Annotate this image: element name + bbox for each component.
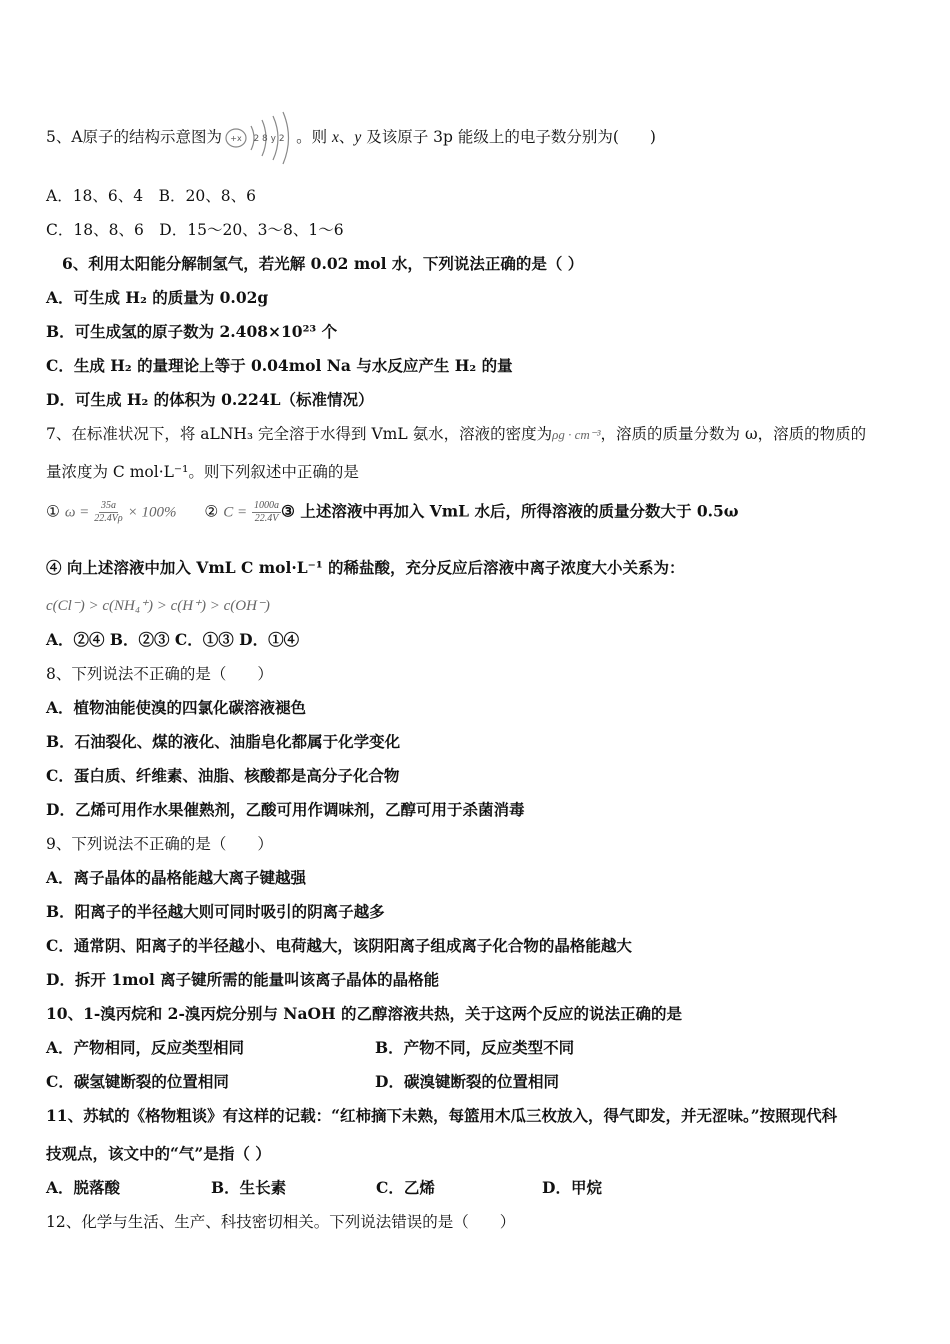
q5-prefix: 5、A原子的结构示意图为 [46,128,223,146]
q10-option-c: C．碳氢键断裂的位置相同 [46,1072,229,1091]
q8-stem: 8、下列说法不正确的是（ ） [46,665,273,683]
q8-option-a: A．植物油能使溴的四氯化碳溶液褪色 [46,698,307,717]
q11-stem-line1: 11、苏轼的《格物粗谈》有这样的记载：“红柿摘下未熟，每篮用木瓜三枚放入，得气即发，并无涩味。”按照现代科 [46,1106,838,1125]
q6-option-c: C．生成 H₂ 的量理论上等于 0.04mol Na 与水反应产生 H₂ 的量 [46,356,513,375]
q12-stem: 12、化学与生活、生产、科技密切相关。下列说法错误的是（ ） [46,1213,516,1231]
q10-option-d: D．碳溴键断裂的位置相同 [375,1072,559,1091]
q6-stem: 6、利用太阳能分解制氢气，若光解 0.02 mol 水，下列说法正确的是（ ） [62,254,584,273]
q10-option-b: B．产物不同，反应类型不同 [375,1038,575,1057]
q5-options-1: A．18、6、4 B．20、8、6 [46,187,256,205]
q5-suffix-b: 及该原子 3p 能级上的电子数分别为( ) [361,128,656,146]
q7-s1-fraction [94,500,122,525]
q11-option-d: D．甲烷 [542,1178,602,1197]
q7-s1-num: 35a [100,500,116,511]
q5-suffix-a: 。则 [296,128,332,146]
q7-s2-label: ② [204,502,219,521]
q9-stem: 9、下列说法不正确的是（ ） [46,835,273,853]
q7-relation: c(Cl⁻) > c(NH₄⁺) > c(H⁺) > c(OH⁻) [46,598,270,614]
q10-option-a: A．产物相同，反应类型相同 [46,1038,245,1057]
q9-option-d: D．拆开 1mol 离子键所需的能量叫该离子晶体的晶格能 [46,970,440,989]
atom-structure-diagram [224,110,294,166]
q10-options-row1 [46,1038,906,1058]
atom-shell-numbers: 2 8 y 2 [253,134,285,144]
q7-s1-label: ① [46,502,60,521]
q5-options-2: C．18、8、6 D．15～20、3～8、1～6 [46,221,344,239]
q9-option-c: C．通常阴、阳离子的半径越小、电荷越大，该阴阳离子组成离子化合物的晶格能越大 [46,936,632,955]
q7-s4: ④ 向上述溶液中加入 VmL C mol·L⁻¹ 的稀盐酸，充分反应后溶液中离子浓度大小关系为： [46,558,685,577]
q7-stem [46,424,866,445]
q5-sep: 、 [338,128,355,146]
q6-option-a: A．可生成 H₂ 的质量为 0.02g [46,288,269,307]
q7-s3: ③ 上述溶液中再加入 VmL 水后，所得溶液的质量分数大于 0.5ω [281,501,739,521]
q7-density: ρg · cm⁻³ [552,427,601,442]
q5-var-x: x [332,129,339,146]
q5-var-y: y [354,129,362,146]
q8-option-b: B．石油裂化、煤的液化、油脂皂化都属于化学变化 [46,732,401,751]
q7-stem-a: 7、在标准状况下，将 aLNH₃ 完全溶于水得到 VmL 氨水，溶液的密度为 [46,425,553,443]
q10-stem: 10、1-溴丙烷和 2-溴丙烷分别与 NaOH 的乙醇溶液共热，关于这两个反应的说法正确的是 [46,1004,683,1023]
q7-s1-tail: × 100% [127,504,177,521]
q5-stem [46,127,656,148]
q7-options: A．②④ B．②③ C．①③ D．①④ [46,630,300,649]
q7-statements-1-3 [46,500,739,525]
q11-option-a: A．脱落酸 [46,1178,121,1197]
q11-options [46,1178,906,1198]
q10-options-row2 [46,1072,906,1092]
q7-stem-line2: 量浓度为 C mol·L⁻¹。则下列叙述中正确的是 [46,463,359,481]
q8-option-c: C．蛋白质、纤维素、油脂、核酸都是高分子化合物 [46,766,400,785]
q7-s2-lhs: C = [223,504,248,521]
q11-stem-line2: 技观点，该文中的“气”是指（ ） [46,1144,271,1163]
q9-option-b: B．阳离子的半径越大则可同时吸引的阴离子越多 [46,902,385,921]
q11-option-b: B．生长素 [211,1178,287,1197]
q7-s2-num: 1000a [254,500,280,511]
q8-option-d: D．乙烯可用作水果催熟剂，乙酸可用作调味剂，乙醇可用于杀菌消毒 [46,800,525,819]
q7-s1-den: 22.4Vρ [94,513,123,524]
atom-nucleus-label: +x [230,134,242,143]
q7-s2-den: 22.4V [254,513,279,524]
q11-option-c: C．乙烯 [376,1178,435,1197]
q7-stem-b: ，溶质的质量分数为 ω，溶质的物质的 [600,425,867,443]
q6-option-d: D．可生成 H₂ 的体积为 0.224L（标准情况） [46,390,374,409]
q9-option-a: A．离子晶体的晶格能越大离子键越强 [46,868,307,887]
q7-s1-lhs: ω = [64,504,90,521]
q6-option-b: B．可生成氢的原子数为 2.408×10²³ 个 [46,322,338,341]
q7-s2-fraction [252,500,281,525]
